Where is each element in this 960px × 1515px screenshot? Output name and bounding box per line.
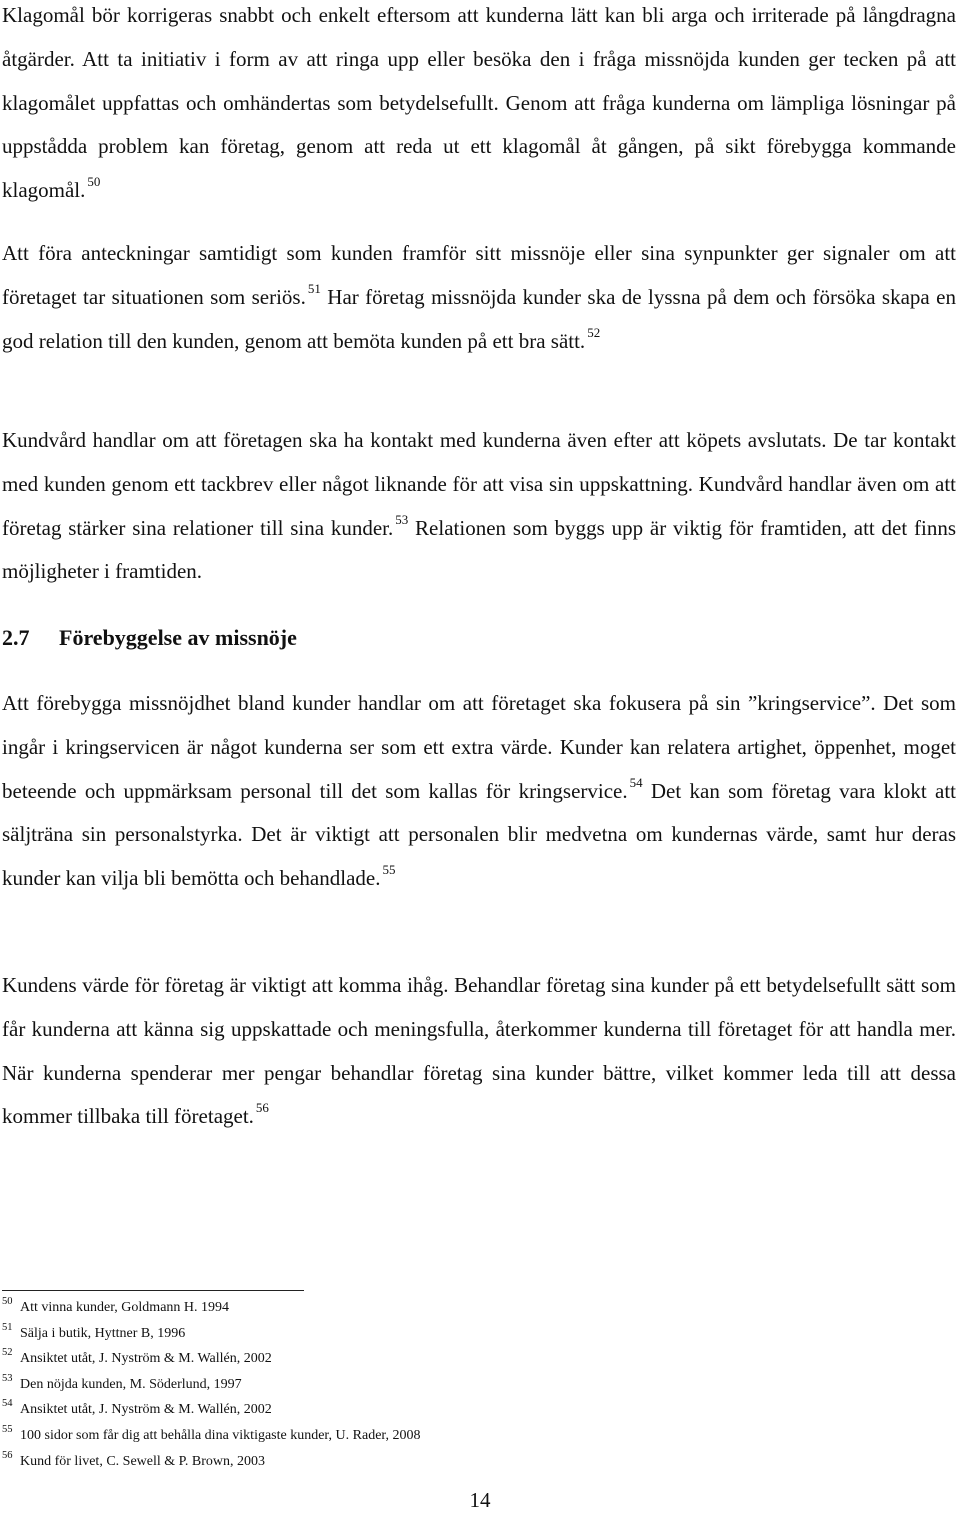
footnote bbox=[2, 1322, 902, 1348]
section-title: Förebyggelse av missnöje bbox=[59, 625, 297, 650]
footnote-reference[interactable]: 55 bbox=[382, 862, 396, 878]
body-paragraph bbox=[2, 682, 956, 901]
section-heading bbox=[2, 616, 297, 660]
footnote bbox=[2, 1398, 902, 1424]
body-paragraph bbox=[2, 964, 956, 1139]
footnote-text: Att vinna kunder, Goldmann H. 1994 bbox=[20, 1300, 230, 1315]
footnote-reference[interactable]: 54 bbox=[629, 774, 643, 790]
footnote-text: 100 sidor som får dig att behålla dina viktigaste kunder, U. Rader, 2008 bbox=[20, 1427, 421, 1443]
paragraph-text: Att förebygga missnöjdhet bland kunder handlar om att företaget ska fokusera på sin ”kringservice”. Det som ingår i kringservicen är något kunderna ser som ett extra värde. Kunder kan relatera artighet, öppenhet, moget beteende och uppmärksam personal till det som kallas för kringservice. bbox=[2, 691, 956, 803]
paragraph-text: Att föra anteckningar samtidigt som kunden framför sitt missnöje eller sina synpunkter ger signaler om att företaget tar situationen som seriös. bbox=[2, 241, 956, 309]
footnote-number: 53 bbox=[2, 1372, 13, 1384]
footnote-number: 52 bbox=[2, 1347, 13, 1359]
footnote-reference[interactable]: 50 bbox=[87, 174, 101, 190]
footnote-reference[interactable]: 51 bbox=[307, 280, 321, 296]
footnote-list bbox=[2, 1296, 902, 1475]
footnote-number: 54 bbox=[2, 1398, 13, 1410]
section-number: 2.7 bbox=[2, 625, 30, 650]
paragraph-text: Klagomål bör korrigeras snabbt och enkelt eftersom att kunderna lätt kan bli arga och irriterade på långdragna åtgärder. Att ta initiativ i form av att ringa upp eller besöka den i fråga missnöjda kunden ger tecken på att klagomålet uppfattas och omhändertas som betydelsefullt. Genom att fråga kunderna om lämpliga lösningar på uppstådda problem kan företag, genom att reda ut ett klagomål åt gången, på sikt förebygga kommande klagomål. bbox=[2, 3, 956, 203]
footnote-separator bbox=[2, 1290, 304, 1291]
footnote bbox=[2, 1424, 902, 1450]
footnote bbox=[2, 1347, 902, 1373]
footnote-reference[interactable]: 52 bbox=[587, 324, 601, 340]
footnote-number: 56 bbox=[2, 1449, 13, 1461]
footnote bbox=[2, 1450, 902, 1476]
paragraph-text: Kundens värde för företag är viktigt att komma ihåg. Behandlar företag sina kunder på ett betydelsefullt sätt som får kunderna att känna sig uppskattade och meningsfulla, återkommer kunderna till företaget för att handla mer. När kunderna spenderar mer pengar behandlar företag sina kunder bättre, vilket kommer leda till att dessa kommer tillbaka till företaget. bbox=[2, 973, 956, 1129]
footnote-text: Den nöjda kunden, M. Söderlund, 1997 bbox=[20, 1376, 242, 1392]
footnote-number: 55 bbox=[2, 1423, 13, 1435]
body-paragraph bbox=[2, 419, 956, 594]
paragraph-text: Relationen som byggs upp är viktig för framtiden, att det finns möjligheter i framtiden. bbox=[2, 515, 957, 584]
footnote bbox=[2, 1296, 902, 1322]
footnote-reference[interactable]: 56 bbox=[255, 1100, 269, 1116]
footnote-number: 50 bbox=[2, 1296, 13, 1307]
footnote-text: Sälja i butik, Hyttner B, 1996 bbox=[20, 1325, 186, 1341]
body-paragraph bbox=[2, 0, 956, 213]
body-paragraph bbox=[2, 232, 956, 363]
footnote-text: Ansiktet utåt, J. Nyström & M. Wallén, 2002 bbox=[20, 1402, 272, 1418]
footnote-text: Ansiktet utåt, J. Nyström & M. Wallén, 2002 bbox=[20, 1351, 272, 1367]
footnote-reference[interactable]: 53 bbox=[395, 511, 409, 527]
paragraph-text: Har företag missnöjda kunder ska de lyssna på dem och försöka skapa en god relation till den kunden, genom att bemöta kunden på ett bra sätt. bbox=[2, 284, 956, 353]
footnote bbox=[2, 1373, 902, 1399]
footnote-text: Kund för livet, C. Sewell & P. Brown, 2003 bbox=[20, 1453, 265, 1469]
footnote-number: 51 bbox=[2, 1321, 13, 1333]
paragraph-text: Det kan som företag vara klokt att säljträna sin personalstyrka. Det är viktigt att personalen blir medvetna om kundernas värde, samt hur deras kunder kan vilja bli bemötta och behandlade. bbox=[2, 778, 956, 891]
page-number: 14 bbox=[469, 1488, 491, 1512]
paragraph-text: Kundvård handlar om att företagen ska ha kontakt med kunderna även efter att köpets avslutats. De tar kontakt med kunden genom ett tackbrev eller något liknande för att visa sin uppskattning. Kundvård handlar även om att företag stärker sina relationer till sina kunder. bbox=[2, 428, 956, 540]
